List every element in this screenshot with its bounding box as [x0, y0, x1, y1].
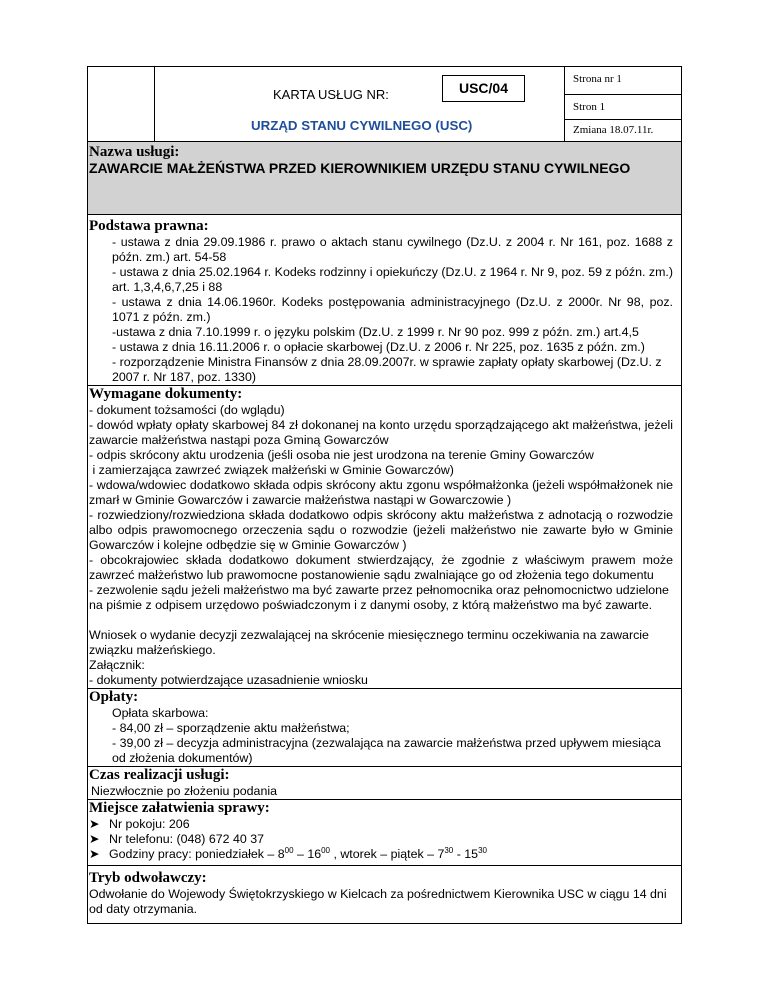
document-item: - odpis skrócony aktu urodzenia (jeśli osoba nie jest urodzona na terenie Gminy Gowarczów — [89, 448, 594, 462]
phone-number: Nr telefonu: (048) 672 40 37 — [109, 832, 264, 846]
appeal-section — [88, 866, 681, 923]
document-item: - rozwiedziony/rozwiedziona składa dodatkowo odpis skrócony aktu małżeństwa z adnotacją o rozwodzie albo odpis prawomocnego orzeczenia sądu o rozwodzie (jeżeli małżeństwo nie zawarte było w Gminie Gowarczów i kolejne odbędzie się w Gminie Gowarczów ) — [89, 508, 673, 552]
arrow-bullet-icon: ➤ — [89, 817, 100, 831]
arrow-bullet-icon: ➤ — [89, 847, 100, 861]
fees-heading: Opłaty: — [89, 689, 139, 705]
legal-basis-item: - ustawa z dnia 14.06.1960r. Kodeks postępowania administracyjnego (Dz.U. z 2000r. Nr 98, poz. 1071 z późn. zm.) — [112, 295, 673, 324]
revision-date: Zmiana 18.07.11r. — [573, 124, 654, 136]
legal-basis-item: - ustawa z dnia 29.09.1986 r. prawo o aktach stanu cywilnego (Dz.U. z 2004 r. Nr 161, poz. 1688 z późn. zm.) art. 54-58 — [112, 235, 673, 264]
legal-basis-section — [88, 215, 681, 386]
appeal-text: Odwołanie do Wojewody Świętokrzyskiego w Kielcach za pośrednictwem Kierownika USC w ciągu 14 dni od daty otrzymania. — [89, 887, 667, 916]
office-hours: Godziny pracy: poniedziałek – $8^{00} - 16^{00}$ , wtorek – piątek – $7^{30} - 15^{30}$ — [109, 846, 487, 861]
attachment-label: Załącznik: — [89, 658, 145, 672]
legal-basis-item: -ustawa z dnia 7.10.1999 r. o języku polskim (Dz.U. z 1999 r. Nr 90 poz. 999 z późn. zm.) art.4,5 — [112, 325, 639, 339]
fee-item: - 84,00 zł – sporządzenie aktu małżeństwa; — [112, 721, 350, 735]
legal-basis-heading: Podstawa prawna: — [89, 218, 209, 234]
service-name-box — [88, 142, 681, 215]
service-label: Nazwa usługi: — [89, 144, 180, 160]
fee-item: - 39,00 zł – decyzja administracyjna (zezwalająca na zawarcie małżeństwa przed upływem miesiąca od złożenia dokumentów) — [112, 736, 661, 765]
logo-cell — [88, 67, 155, 141]
page-count: Stron 1 — [565, 95, 681, 120]
place-heading: Miejsce załatwienia sprawy: — [89, 800, 270, 816]
legal-basis-item: - ustawa z dnia 25.02.1964 r. Kodeks rodzinny i opiekuńczy (Dz.U. z 1964 r. Nr 9, poz. 59 z późn. zm.) art. 1,3,4,6,7,25 i 88 — [112, 265, 673, 294]
room-number: Nr pokoju: 206 — [109, 817, 190, 831]
document-item: - dowód wpłaty opłaty skarbowej 84 zł dokonanej na konto urzędu sporządzającego akt małżeństwa, jeżeli zawarcie małżeństwa nastąpi poza Gminą Gowarczów — [89, 418, 673, 447]
documents-section — [88, 386, 681, 689]
timing-heading: Czas realizacji usługi: — [89, 767, 230, 783]
document-item: - wdowa/wdowiec dodatkowo składa odpis skrócony aktu zgonu współmałżonka (jeżeli współmałżonek nie zmarł w Gminie Gowarczów i zawarcie małżeństwa nastąpi w Gowarczowie ) — [89, 478, 673, 507]
meta-cell — [565, 67, 681, 141]
legal-basis-item: - ustawa z dnia 16.11.2006 r. o opłacie skarbowej (Dz.U. z 2006 r. Nr 225, poz. 1635 z późn. zm.) — [112, 340, 645, 354]
place-item — [89, 832, 673, 847]
document-item: - zezwolenie sądu jeżeli małżeństwo ma być zawarte przez pełnomocnika oraz pełnomocnictwo udzielone na piśmie z odpisem urzędowo poświadczonym i z danymi osoby, z którą małżeństwo ma być zawarte. — [89, 583, 669, 612]
appeal-heading: Tryb odwoławczy: — [89, 870, 207, 886]
legal-basis-list — [89, 235, 673, 385]
fees-intro: Opłata skarbowa: — [112, 706, 209, 720]
place-item — [89, 817, 673, 832]
legal-basis-item: - rozporządzenie Ministra Finansów z dnia 28.09.2007r. w sprawie zapłaty opłaty skarbowej (Dz.U. z 2007 r. Nr 187, poz. 1330) — [112, 355, 662, 384]
card-label: KARTA USŁUG NR: — [273, 87, 389, 102]
card-code: USC/04 — [442, 75, 525, 102]
service-card — [87, 66, 682, 924]
place-item — [89, 847, 673, 865]
attachment-text: - dokumenty potwierdzające uzasadnienie wniosku — [89, 673, 368, 687]
fees-section — [88, 689, 681, 767]
page-number: Strona nr 1 — [565, 67, 681, 95]
documents-heading: Wymagane dokumenty: — [89, 386, 243, 402]
document-item: i zamierzająca zawrzeć związek małżeński w Gminie Gowarczów) — [89, 463, 454, 477]
card-header — [88, 67, 681, 142]
title-cell — [155, 67, 565, 141]
document-item: - dokument tożsamości (do wglądu) — [89, 403, 285, 417]
fees-list — [89, 706, 673, 766]
request-text: Wniosek o wydanie decyzji zezwalającej na skrócenie miesięcznego terminu oczekiwania na zawarcie związku małżeńskiego. — [89, 628, 649, 657]
timing-text: Niezwłocznie po złożeniu podania — [91, 784, 277, 798]
arrow-bullet-icon: ➤ — [89, 832, 100, 846]
place-section — [88, 800, 681, 866]
office-name: URZĄD STANU CYWILNEGO (USC) — [251, 118, 473, 133]
timing-section — [88, 767, 681, 800]
document-item: - obcokrajowiec składa dodatkowo dokument stwierdzający, że zgodnie z właściwym prawem może zawrzeć małżeństwo lub prawomocne postanowienie sądu zwalniające go od złożenia tego dokumentu — [89, 553, 673, 582]
service-name: ZAWARCIE MAŁŻEŃSTWA PRZED KIEROWNIKIEM URZĘDU STANU CYWILNEGO — [89, 160, 631, 176]
